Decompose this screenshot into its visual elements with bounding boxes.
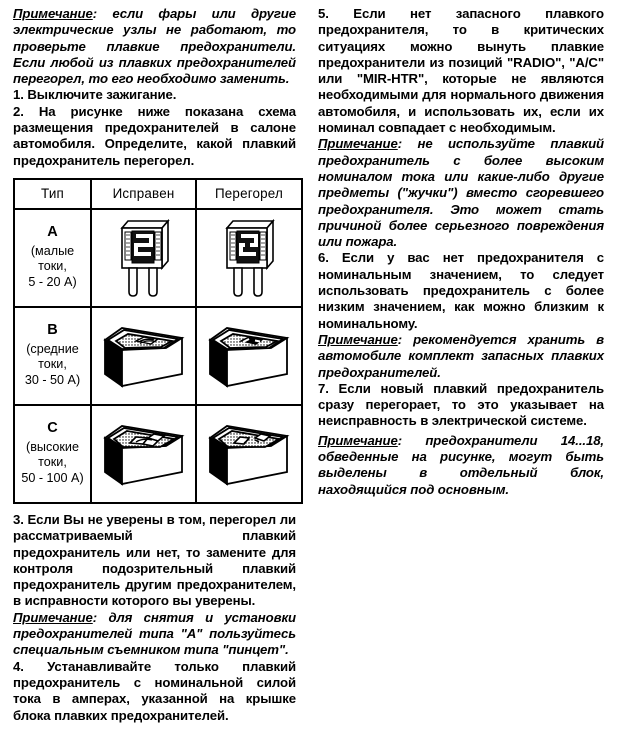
note-body-5: : предохранители 14...18, обведенные на рисунке, могут быть выделены в отдельный блок, находящийся под основным. (318, 432, 604, 497)
blade-fuse-intact-icon (112, 216, 176, 300)
cartridge-fuse-medium-intact-icon (98, 314, 190, 398)
note-paragraph-2 (13, 610, 296, 659)
fuse-desc-a-line2: токи, (38, 259, 67, 274)
column-header-type: Тип (14, 179, 91, 209)
step-paragraph-4: 4. Устанавливайте только плавкий предохранитель с номинальной силой тока в амперах, указанной на крышке блока плавких предохранителей. (13, 658, 296, 723)
fuse-type-label-b (14, 307, 91, 405)
fuse-desc-c-line1: (высокие (26, 439, 79, 454)
right-text-column (308, 6, 620, 756)
fuse-desc-a-line3: 5 - 20 А) (28, 275, 77, 290)
note-paragraph-5 (318, 433, 604, 498)
fuse-desc-a-line1: (малые (30, 243, 75, 258)
note-lead-4: Примечание (318, 331, 398, 347)
fuse-desc-b-line3: 30 - 50 А) (24, 373, 81, 388)
cartridge-high-intact-cell (91, 405, 196, 503)
note-lead-3: Примечание (318, 136, 398, 152)
fuse-letter-b: B (47, 322, 58, 339)
fuse-desc-b-line1: (средние (26, 341, 79, 356)
step-paragraph-1: 1. Выключите зажигание. (13, 87, 177, 103)
cartridge-fuse-medium-blown-icon (203, 314, 295, 398)
fuse-type-label-c (14, 405, 91, 503)
table-row (14, 307, 302, 405)
fuse-desc-c-line3: 50 - 100 А) (21, 471, 84, 486)
note-lead-5: Примечание (318, 432, 398, 448)
column-header-blown: Перегорел (196, 179, 302, 209)
note-paragraph-1 (13, 6, 296, 87)
note-paragraph-3 (318, 136, 604, 250)
step-paragraph-5: 5. Если нет запасного плавкого предохранителя, то в критических ситуациях можно вынуть плавкие предохранители из позиций "RADIO", "A/C" или "MIR-HTR", которые не являются необходимыми для нормального движения автомобиля, и использовать их, если их номинал совпадает с необходимым. (318, 6, 604, 136)
table-header-row (14, 179, 302, 209)
note-lead-1: Примечание (13, 6, 93, 21)
note-body-4: : рекомендуется хранить в автомобиле комплект запасных плавких предохранителей. (318, 331, 604, 380)
note-body-1: : если фары или другие электрические узлы не работают, то проверьте плавкие предохранители. Если любой из плавких предохранителей перегорел, то его необходимо заменить. (13, 6, 296, 87)
step-paragraph-6: 6. Если у вас нет предохранителя с номинальным значением, то следует использовать предохранитель с более низким значением, как можно близким к номинальному. (318, 250, 604, 331)
fuse-type-table (13, 178, 303, 504)
fuse-desc-c-line2: токи, (38, 455, 67, 470)
note-lead-2: Примечание (13, 609, 93, 625)
fuse-type-label-a (14, 209, 91, 307)
note-body-2: : для снятия и установки предохранителей типа "А" пользуйтесь специальным съемником типа "пинцет". (13, 609, 296, 658)
cartridge-medium-intact-cell (91, 307, 196, 405)
left-text-column (0, 6, 308, 756)
fuse-letter-a: A (47, 224, 58, 241)
column-header-ok: Исправен (91, 179, 196, 209)
cartridge-fuse-high-intact-icon (98, 412, 190, 496)
cartridge-high-blown-cell (196, 405, 302, 503)
table-row (14, 405, 302, 503)
fuse-letter-c: C (47, 420, 58, 437)
cartridge-fuse-high-blown-icon (203, 412, 295, 496)
note-body-3: : не используйте плавкий предохранитель с более высоким номиналом тока или какие-либо другие предметы ("жучки") вместо сгоревшего предохранителя. Это может стать причиной более серьезного повреждения или пожара. (318, 136, 604, 250)
fuse-desc-b-line2: токи, (38, 357, 67, 372)
step-paragraph-3: 3. Если Вы не уверены в том, перегорел ли рассматриваемый плавкий предохранитель или нет, то замените для контроля подозрительный плавкий предохранитель другим предохранителем, в исправности которого вы уверены. (13, 511, 296, 609)
note-paragraph-4 (318, 332, 604, 381)
step-paragraph-2: 2. На рисунке ниже показана схема размещения предохранителей в салоне автомобиля. Определите, какой плавкий предохранитель перегорел. (13, 103, 296, 168)
cartridge-medium-blown-cell (196, 307, 302, 405)
step-paragraph-7: 7. Если новый плавкий предохранитель сразу перегорает, то это указывает на неисправность в электрической системе. (318, 380, 604, 429)
blade-fuse-blown-cell (196, 209, 302, 307)
table-row (14, 209, 302, 307)
blade-fuse-intact-cell (91, 209, 196, 307)
blade-fuse-blown-icon (217, 216, 281, 300)
